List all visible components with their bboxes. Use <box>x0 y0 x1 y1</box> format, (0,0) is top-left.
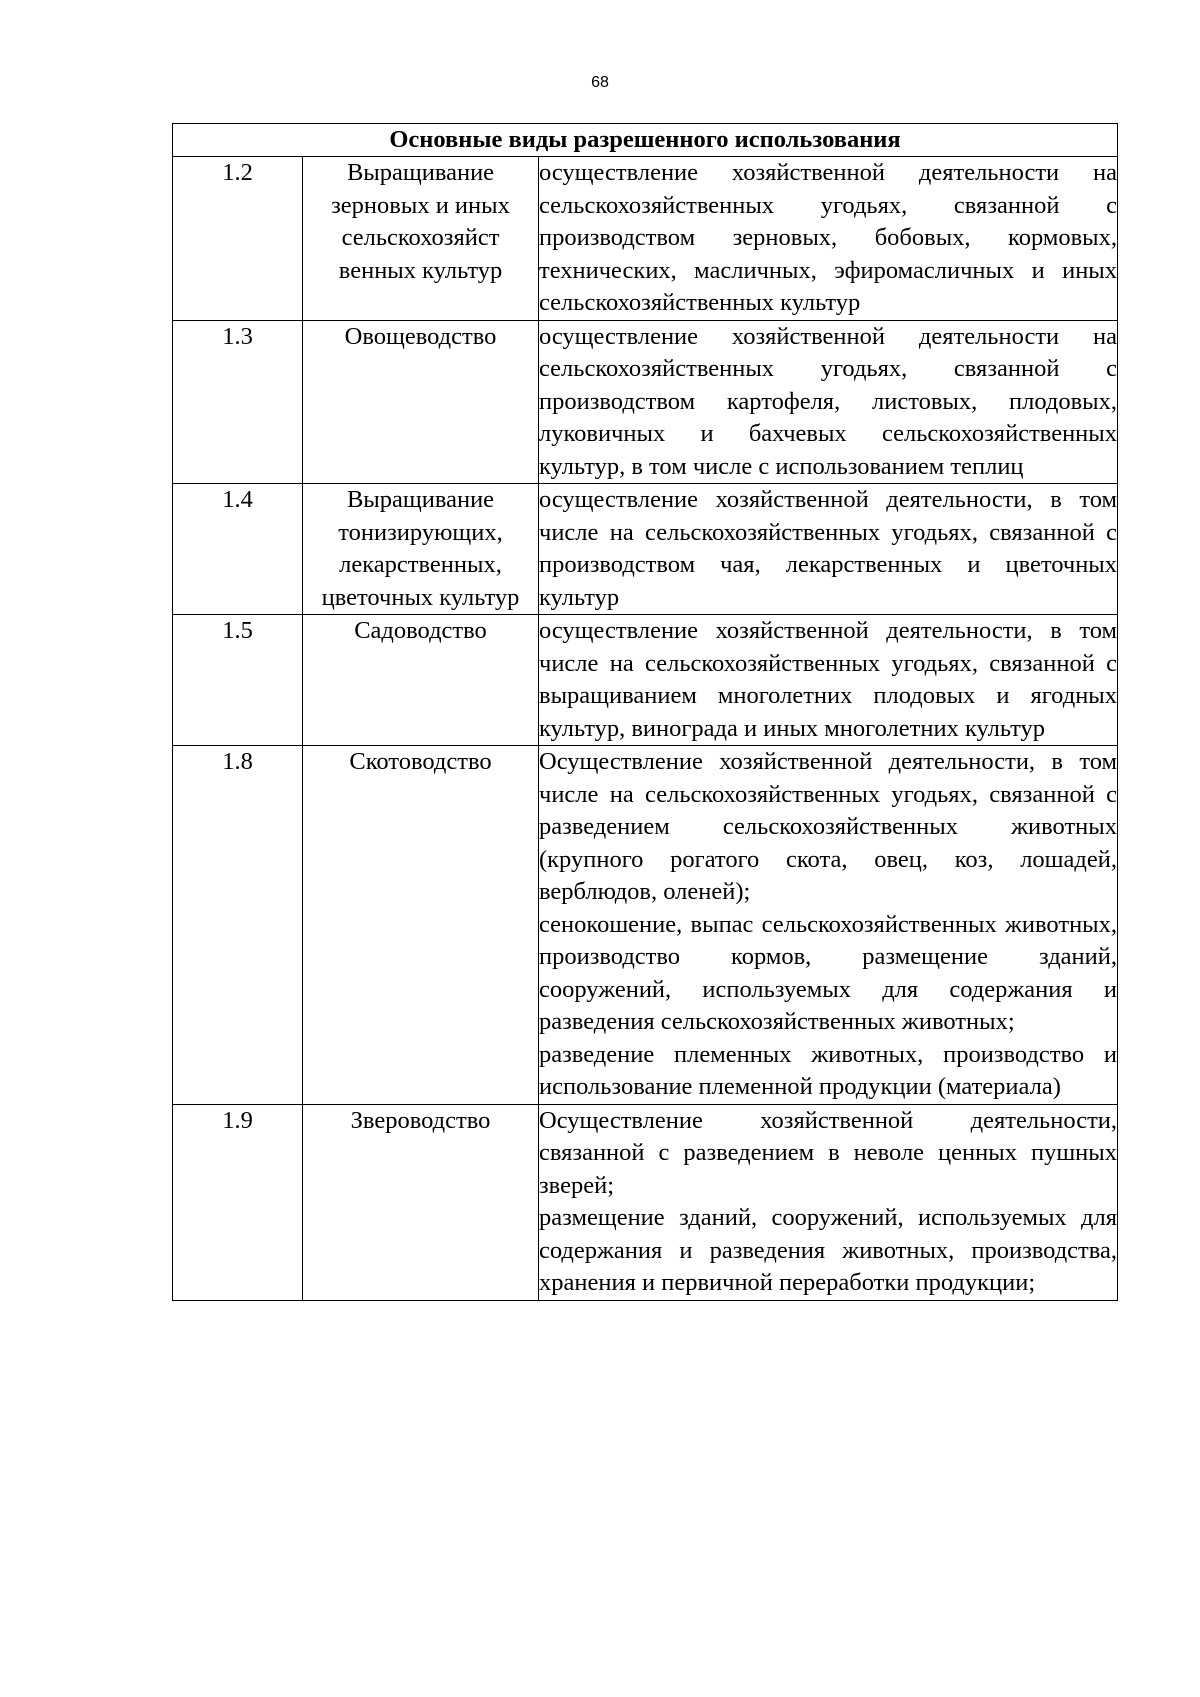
use-name: Овощеводство <box>303 320 539 484</box>
description-paragraph: Осуществление хозяйственной деятельности, связанной с разведением в неволе ценных пушных зверей; <box>539 1106 1118 1199</box>
permitted-use-table <box>172 123 1118 1301</box>
use-description <box>539 157 1118 321</box>
use-description <box>539 1104 1118 1300</box>
description-paragraph: осуществление хозяйственной деятельности на сельскохозяйственных угодьях, связанной с производством зерновых, бобовых, кормовых, технических, масличных, эфиромасличных и иных сельскохозяйственных культур <box>539 159 1118 316</box>
use-code: 1.2 <box>173 157 303 321</box>
use-description <box>539 484 1118 615</box>
table-header-row <box>173 124 1118 157</box>
description-paragraph: сенокошение, выпас сельскохозяйственных животных, производство кормов, размещение зданий, сооружений, используемых для содержания и разведения сельскохозяйственных животных; <box>539 910 1118 1035</box>
description-paragraph: осуществление хозяйственной деятельности, в том числе на сельскохозяйственных угодьях, связанной с выращиванием многолетних плодовых и ягодных культур, винограда и иных многолетних культур <box>539 617 1118 742</box>
use-code: 1.3 <box>173 320 303 484</box>
table-row <box>173 746 1118 1105</box>
use-name: Скотоводство <box>303 746 539 1105</box>
use-code: 1.5 <box>173 615 303 746</box>
table-row <box>173 320 1118 484</box>
table-row <box>173 1104 1118 1300</box>
description-paragraph: осуществление хозяйственной деятельности, в том числе на сельскохозяйственных угодьях, связанной с производством чая, лекарственных и цветочных культур <box>539 486 1118 611</box>
use-name: Звероводство <box>303 1104 539 1300</box>
use-name: Садоводство <box>303 615 539 746</box>
use-description <box>539 615 1118 746</box>
use-code: 1.9 <box>173 1104 303 1300</box>
table-row <box>173 484 1118 615</box>
table-header: Основные виды разрешенного использования <box>173 124 1118 157</box>
description-paragraph: Осуществление хозяйственной деятельности, в том числе на сельскохозяйственных угодьях, связанной с разведением сельскохозяйственных животных (крупного рогатого скота, овец, коз, лошадей, верблюдов, оленей); <box>539 748 1118 905</box>
table-row <box>173 615 1118 746</box>
description-paragraph: разведение племенных животных, производство и использование племенной продукции (материала) <box>539 1040 1118 1100</box>
use-name: Выращивание тонизирующих, лекарственных, цветочных культур <box>303 484 539 615</box>
page-number: 68 <box>591 74 609 91</box>
description-paragraph: осуществление хозяйственной деятельности на сельскохозяйственных угодьях, связанной с производством картофеля, листовых, плодовых, луковичных и бахчевых сельскохозяйственных культур, в том числе с использованием теплиц <box>539 322 1118 480</box>
use-code: 1.4 <box>173 484 303 615</box>
use-description <box>539 746 1118 1105</box>
use-code: 1.8 <box>173 746 303 1105</box>
table-row <box>173 157 1118 321</box>
use-name: Выращивание зерновых и иных сельскохозяйст венных культур <box>303 157 539 321</box>
description-paragraph: размещение зданий, сооружений, используемых для содержания и разведения животных, производства, хранения и первичной переработки продукции; <box>539 1204 1118 1296</box>
use-description <box>539 320 1118 484</box>
